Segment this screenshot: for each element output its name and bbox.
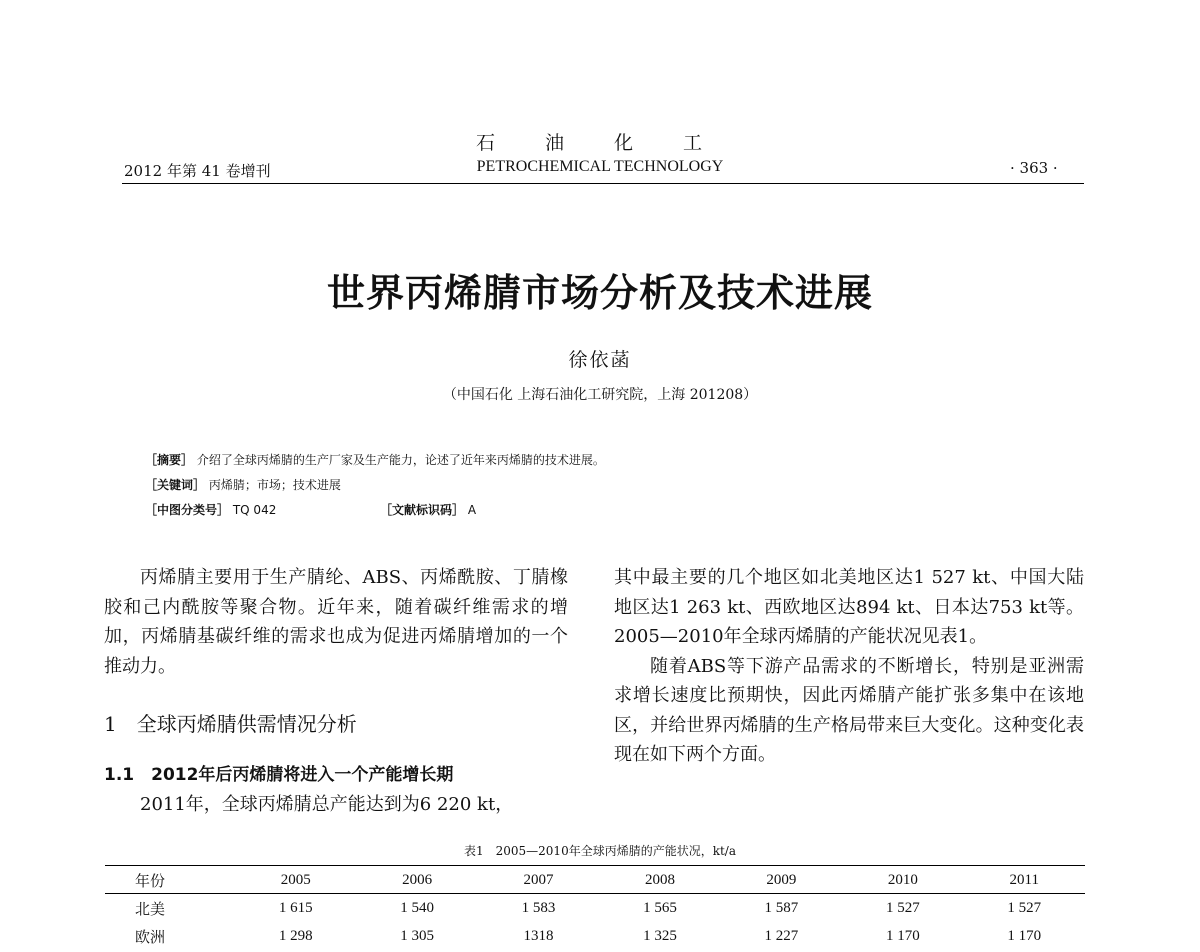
table-header-cell: 2011	[1009, 871, 1039, 888]
keywords-label: ［关键词］	[145, 478, 206, 492]
table-header-cell: 2007	[523, 871, 554, 888]
article-title: 世界丙烯腈市场分析及技术进展	[326, 271, 873, 315]
clc-number	[145, 501, 276, 518]
table-cell: 欧洲	[135, 929, 166, 946]
table-cell: 1 540	[400, 899, 434, 916]
doc-code-label: ［文献标识码］	[380, 503, 465, 517]
table-row	[105, 922, 1085, 950]
table-cell: 1 305	[400, 927, 434, 944]
journal-title-cn: 石 油 化 工	[475, 132, 725, 154]
table-caption: 表1 2005—2010年全球丙烯腈的产能状况，kt/a	[463, 844, 736, 858]
body-paragraph: 2011年，全球丙烯腈总产能达到为6 220 kt，	[140, 794, 514, 815]
abstract-text: 介绍了全球丙烯腈的生产厂家及生产能力，论述了近年来丙烯腈的技术进展。	[196, 453, 605, 467]
author-name: 徐依菡	[568, 349, 632, 371]
table-cell: 1 325	[643, 927, 677, 944]
table-header-cell: 2005	[280, 871, 311, 888]
table-header-cell: 2008	[644, 871, 675, 888]
table-cell: 1 565	[643, 899, 677, 916]
table-cell: 1 527	[885, 899, 920, 916]
table-cell: 1 170	[1007, 927, 1042, 944]
author-affiliation: （中国石化 上海石油化工研究院，上海 201208）	[442, 387, 758, 403]
page-number: · 363 ·	[1010, 159, 1058, 177]
section-heading-1: 1 全球丙烯腈供需情况分析	[104, 712, 357, 736]
abstract-label: ［摘要］	[145, 453, 194, 467]
journal-title-en: PETROCHEMICAL TECHNOLOGY	[476, 158, 724, 175]
table-header-cell: 年份	[135, 873, 166, 890]
table-cell: 1 298	[278, 927, 313, 944]
capacity-table	[105, 866, 1085, 950]
right-column	[614, 563, 1084, 770]
table-cell: 1 527	[1007, 899, 1042, 916]
table-cell: 1 170	[885, 927, 920, 944]
clc-label: ［中图分类号］	[145, 503, 230, 517]
table-cell: 1 587	[764, 899, 799, 916]
table-header-cell: 2006	[402, 871, 433, 888]
document-code	[380, 501, 476, 518]
header-rule	[122, 183, 1084, 184]
table-header-cell: 2009	[766, 871, 797, 888]
table-cell: 1318	[523, 927, 554, 944]
table-cell: 1 583	[521, 899, 556, 916]
body-paragraph: 其中最主要的几个地区如北美地区达1 527 kt、中国大陆地区达1 263 kt、西欧地区达894 kt、日本达753 kt等。2005—2010年全球丙烯腈的产能状况见表1。	[614, 567, 1084, 647]
body-paragraph: 丙烯腈主要用于生产腈纶、ABS、丙烯酰胺、丁腈橡胶和己内酰胺等聚合物。近年来，随着碳纤维需求的增加，丙烯腈基碳纤维的需求也成为促进丙烯腈增加的一个推动力。	[104, 567, 568, 677]
keywords-text: 丙烯腈；市场；技术进展	[208, 478, 341, 492]
table-cell: 1 615	[278, 899, 313, 916]
body-paragraph: 随着ABS等下游产品需求的不断增长，特别是亚洲需求增长速度比预期快，因此丙烯腈产能扩张多集中在该地区，并给世界丙烯腈的生产格局带来巨大变化。这种变化表现在如下两个方面。	[614, 655, 1084, 765]
table-header-cell: 2010	[887, 871, 918, 888]
table-row	[105, 894, 1085, 922]
volume-info: 2012 年第 41 卷增刊	[124, 162, 271, 180]
left-column	[104, 563, 568, 681]
clc-value: TQ 042	[232, 503, 277, 517]
keywords	[145, 476, 341, 493]
table-header-row	[105, 866, 1085, 894]
table-cell: 1 227	[764, 927, 799, 944]
doc-code-value: A	[467, 503, 477, 517]
section-heading-1-1: 1.1 2012年后丙烯腈将进入一个产能增长期	[104, 765, 454, 785]
abstract	[145, 451, 605, 468]
table-cell: 北美	[135, 901, 166, 918]
